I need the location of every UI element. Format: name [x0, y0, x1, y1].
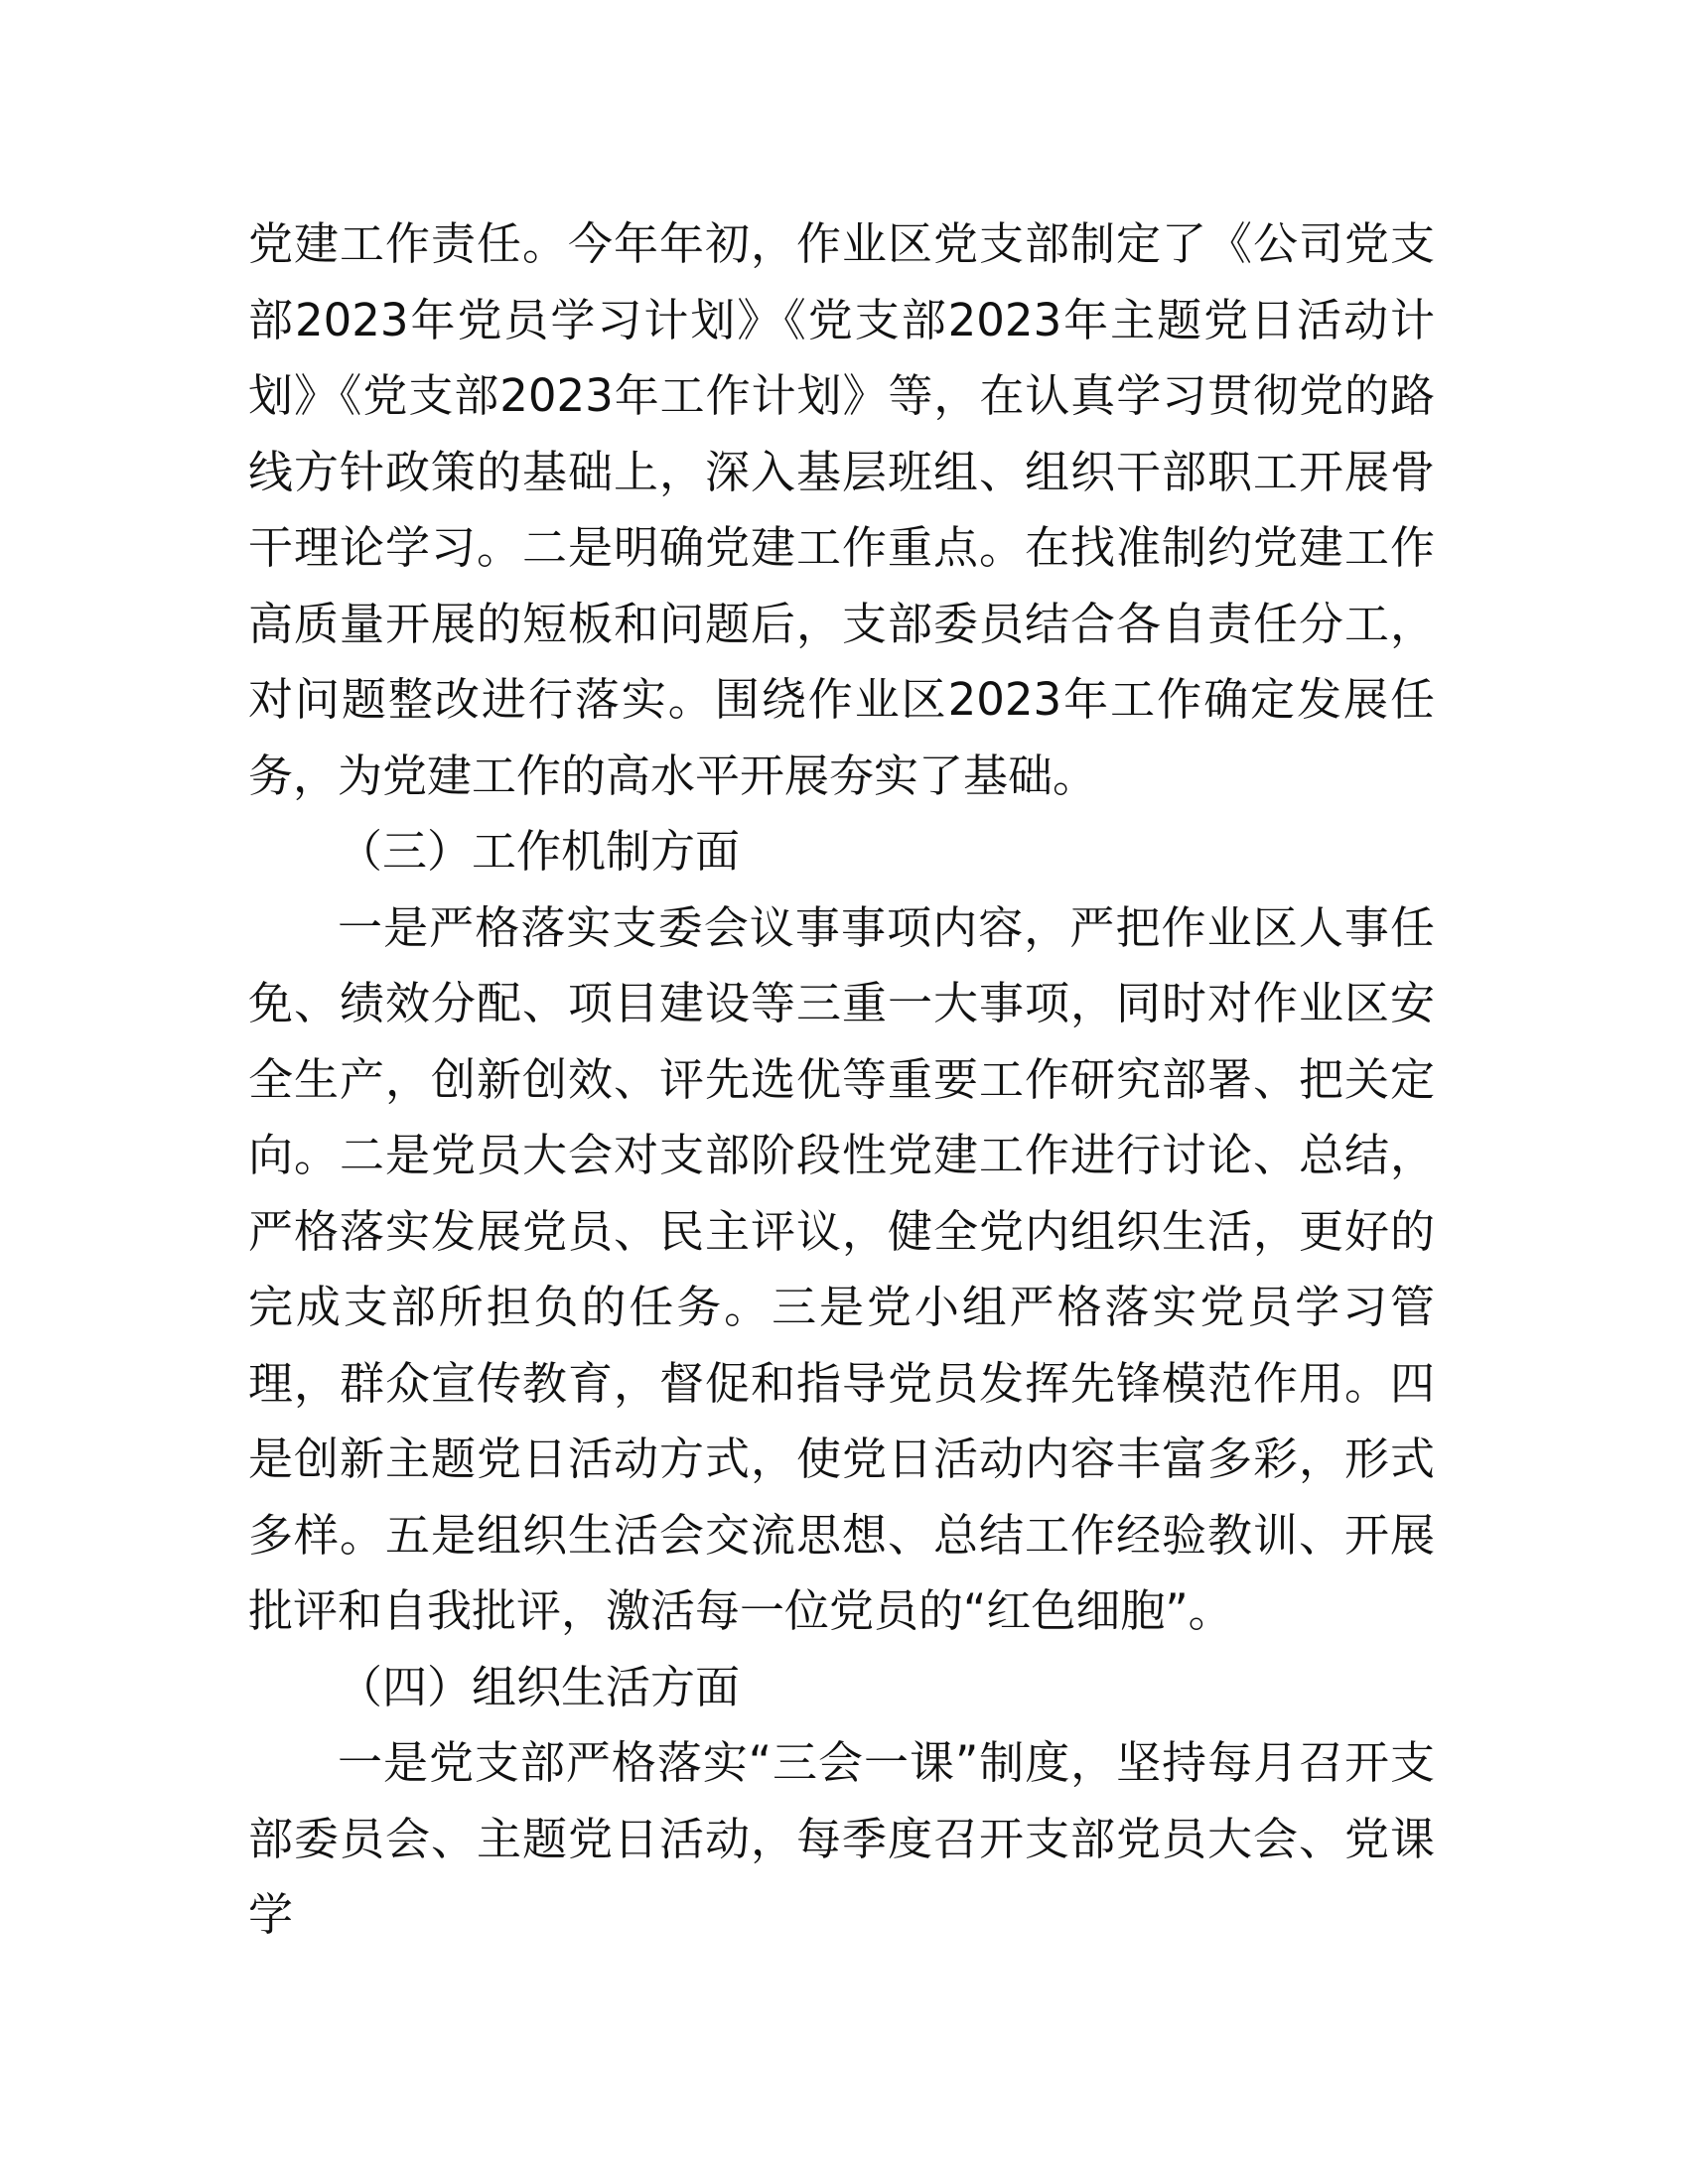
body-paragraph-1: 党建工作责任。今年年初，作业区党支部制定了《公司党支部2023年党员学习计划》《党支部2023年主题党日活动计划》《党支部2023年工作计划》等，在认真学习贯彻党的路线方针政策的基础上，深入基层班组、组织干部职工开展骨干理论学习。二是明确党建工作重点。在找准制约党建工作高质量开展的短板和问题后，支部委员结合各自责任分工，对问题整改进行落实。围绕作业区2023年工作确定发展任务，为党建工作的高水平开展夯实了基础。 — [248, 217, 1435, 802]
section-heading-3: （三）工作机制方面 — [338, 825, 741, 878]
document-page — [248, 206, 1435, 1954]
body-paragraph-3: 一是党支部严格落实“三会一课”制度，坚持每月召开支部委员会、主题党日活动，每季度召开支部党员大会、党课学 — [248, 1736, 1435, 1941]
body-paragraph-2: 一是严格落实支委会议事事项内容，严把作业区人事任免、绩效分配、项目建设等三重一大事项，同时对作业区安全生产，创新创效、评先选优等重要工作研究部署、把关定向。二是党员大会对支部阶段性党建工作进行讨论、总结，严格落实发展党员、民主评议，健全党内组织生活，更好的完成支部所担负的任务。三是党小组严格落实党员学习管理，群众宣传教育，督促和指导党员发挥先锋模范作用。四是创新主题党日活动方式，使党日活动内容丰富多彩，形式多样。五是组织生活会交流思想、总结工作经验教训、开展批评和自我批评，激活每一位党员的“红色细胞”。 — [248, 900, 1435, 1637]
section-heading-4: （四）组织生活方面 — [338, 1660, 741, 1713]
